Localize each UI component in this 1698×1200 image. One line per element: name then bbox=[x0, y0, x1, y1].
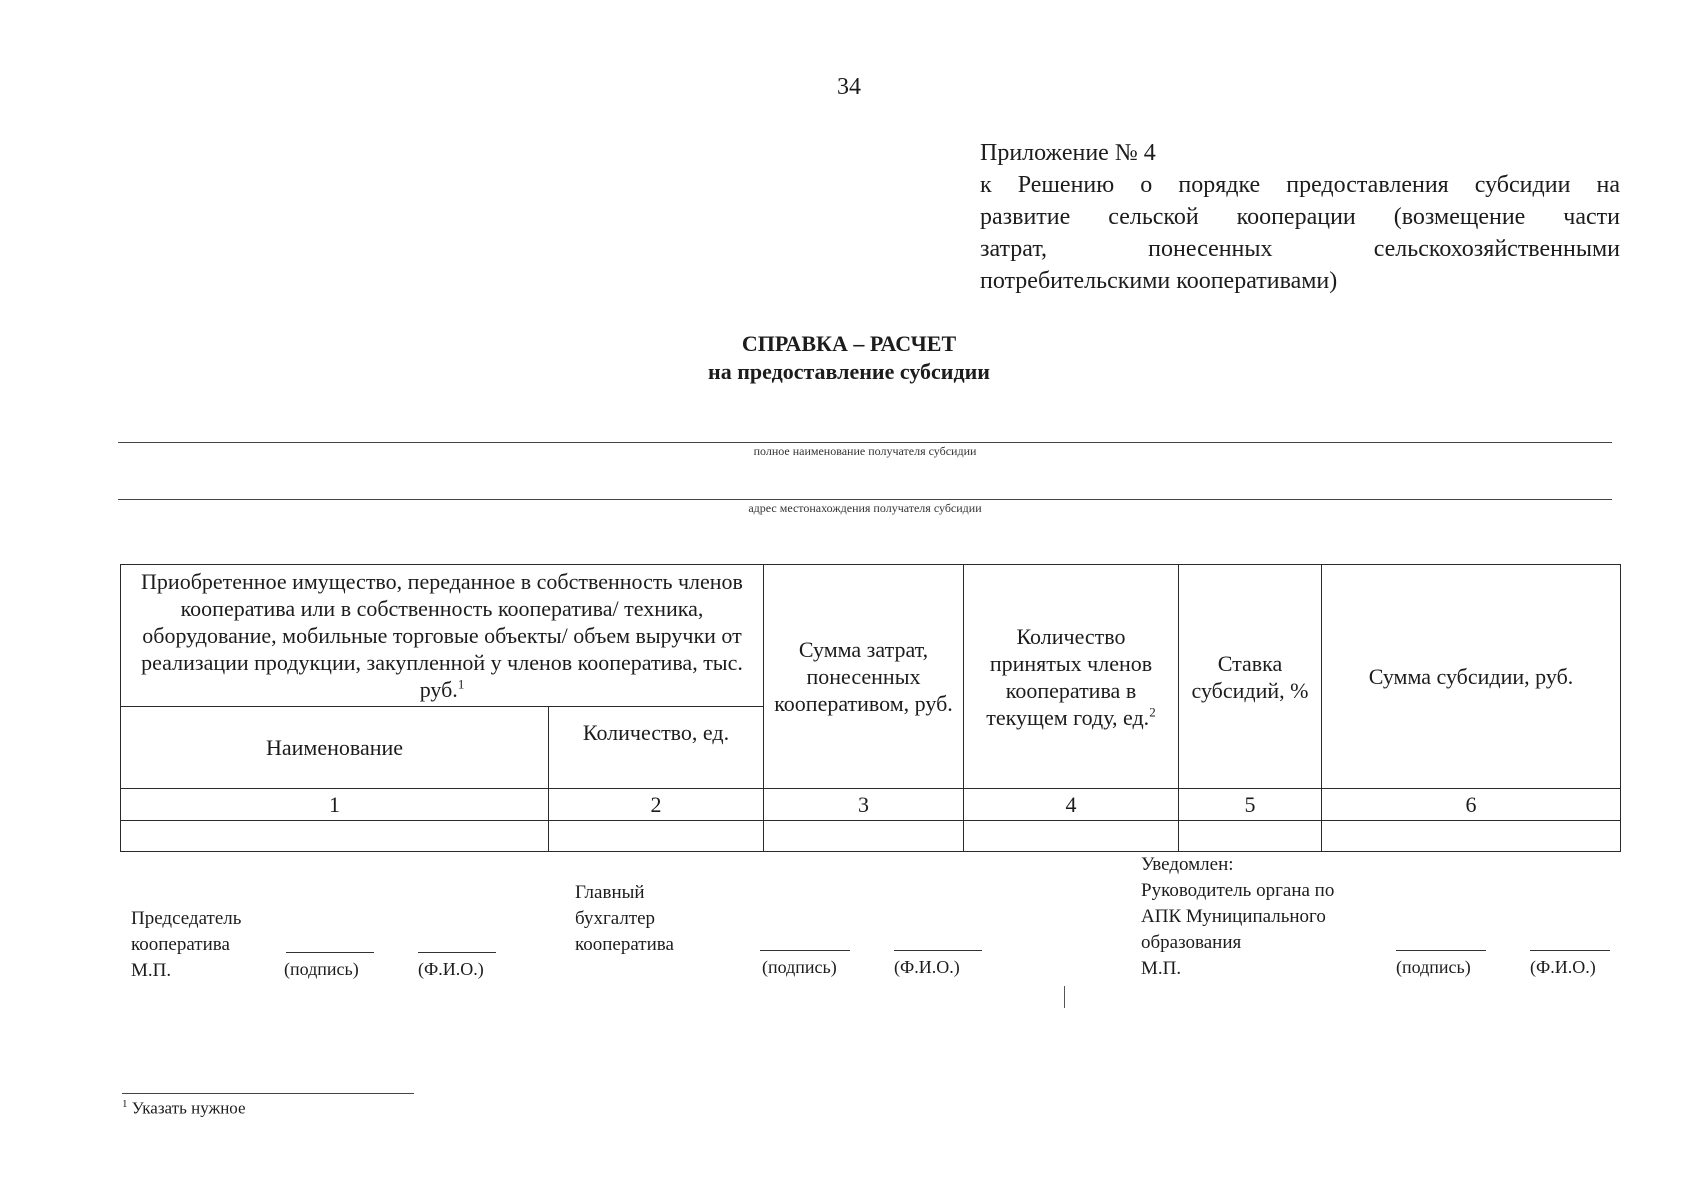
recipient-address-caption: адрес местонахождения получателя субсидии bbox=[748, 501, 982, 515]
notified-fio-line bbox=[1530, 950, 1610, 951]
chairman-fio-label: (Ф.И.О.) bbox=[418, 959, 484, 979]
notified-signature-line bbox=[1396, 950, 1486, 951]
scan-mark bbox=[1064, 986, 1065, 1008]
accountant-signature-label: (подпись) bbox=[762, 957, 837, 977]
document-title-main: СПРАВКА – РАСЧЕТ bbox=[741, 331, 957, 356]
appendix-line: затрат, понесенных сельскохозяйственными bbox=[980, 236, 1620, 262]
footnote-ref: 2 bbox=[1149, 704, 1156, 720]
table-header-name: Наименование bbox=[121, 707, 549, 789]
table-header-rate: Ставка субсидий, % bbox=[1179, 565, 1322, 789]
table-header-quantity: Количество, ед. bbox=[549, 707, 764, 789]
notified-fio-label: (Ф.И.О.) bbox=[1530, 957, 1596, 977]
table-cell bbox=[1322, 821, 1621, 852]
chairman-signature-label: (подпись) bbox=[284, 959, 359, 979]
appendix-line: потребительскими кооперативами) bbox=[980, 268, 1338, 294]
table-column-number: 2 bbox=[549, 789, 764, 821]
table-header-members: Количество принятых членов кооператива в текущем году, ед.$^2$ bbox=[964, 565, 1179, 789]
footnote bbox=[122, 1098, 246, 1119]
footnote-separator bbox=[122, 1093, 414, 1094]
recipient-name-caption: полное наименование получателя субсидии bbox=[753, 444, 977, 458]
recipient-name-line bbox=[118, 442, 1612, 443]
calculation-table bbox=[120, 564, 1621, 852]
table-header-subsidy: Сумма субсидии, руб. bbox=[1322, 565, 1621, 789]
table-column-number: 1 bbox=[121, 789, 549, 821]
table-column-number: 4 bbox=[964, 789, 1179, 821]
chairman-fio-line bbox=[418, 952, 496, 953]
appendix-title: Приложение № 4 bbox=[980, 140, 1156, 166]
table-column-number: 6 bbox=[1322, 789, 1621, 821]
document-title bbox=[0, 330, 1698, 386]
document-title-sub: на предоставление субсидии bbox=[708, 359, 990, 384]
accountant-fio-line bbox=[894, 950, 982, 951]
accountant-signature-line bbox=[760, 950, 850, 951]
table-cell bbox=[764, 821, 964, 852]
accountant-block: Главный бухгалтер кооператива bbox=[575, 882, 674, 955]
footnote-ref: 1 bbox=[457, 676, 465, 692]
table-row bbox=[121, 821, 1621, 852]
notified-signature-label: (подпись) bbox=[1396, 957, 1471, 977]
table-header-costs: Сумма затрат, понесенных кооперативом, руб. bbox=[764, 565, 964, 789]
chairman-block: Председатель кооператива М.П. bbox=[131, 908, 242, 981]
page-number: 34 bbox=[837, 74, 861, 100]
table-cell bbox=[549, 821, 764, 852]
table-cell bbox=[964, 821, 1179, 852]
accountant-fio-label: (Ф.И.О.) bbox=[894, 957, 960, 977]
table-group-header-text: Приобретенное имущество, переданное в собственность членов кооператива или в собственность кооператива/ техника, оборудование, мобильные торговые объекты/ объем выручки от реализации продукции, закупленной у членов кооператива, тыс. руб. bbox=[141, 569, 743, 702]
table-cell bbox=[1179, 821, 1322, 852]
chairman-signature-line bbox=[286, 952, 374, 953]
footnote-text: Указать нужное bbox=[127, 1098, 246, 1118]
recipient-address-line bbox=[118, 499, 1612, 500]
table-cell bbox=[121, 821, 549, 852]
appendix-header bbox=[980, 137, 1620, 297]
footnote-mark: 1 bbox=[122, 1098, 128, 1110]
notified-block: Уведомлен: Руководитель органа по АПК Муниципального образования М.П. bbox=[1141, 854, 1335, 979]
appendix-line: к Решению о порядке предоставления субсидии на bbox=[980, 172, 1620, 198]
table-group-header bbox=[121, 565, 764, 707]
table-column-number: 3 bbox=[764, 789, 964, 821]
table-column-number: 5 bbox=[1179, 789, 1322, 821]
appendix-line: развитие сельской кооперации (возмещение части bbox=[980, 204, 1620, 230]
